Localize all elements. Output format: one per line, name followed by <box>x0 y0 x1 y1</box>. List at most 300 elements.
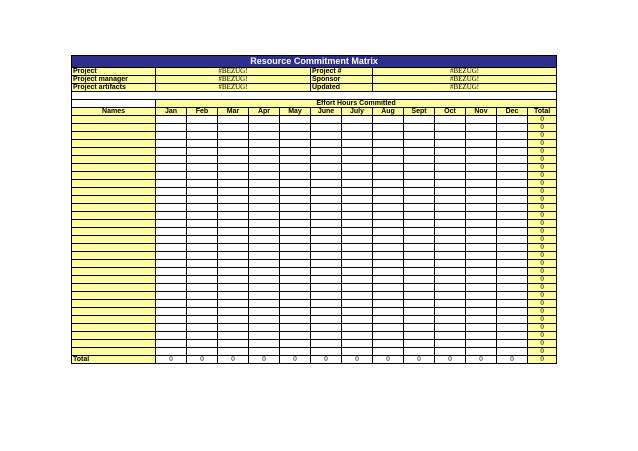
hours-cell[interactable] <box>311 324 342 332</box>
hours-cell[interactable] <box>311 124 342 132</box>
hours-cell[interactable] <box>373 276 404 284</box>
hours-cell[interactable] <box>497 308 528 316</box>
hours-cell[interactable] <box>249 268 280 276</box>
hours-cell[interactable] <box>404 348 435 356</box>
hours-cell[interactable] <box>435 308 466 316</box>
hours-cell[interactable] <box>311 316 342 324</box>
hours-cell[interactable] <box>218 156 249 164</box>
hours-cell[interactable] <box>466 164 497 172</box>
hours-cell[interactable] <box>311 340 342 348</box>
hours-cell[interactable] <box>311 332 342 340</box>
hours-cell[interactable] <box>404 316 435 324</box>
hours-cell[interactable] <box>156 164 187 172</box>
hours-cell[interactable] <box>249 300 280 308</box>
hours-cell[interactable] <box>373 324 404 332</box>
hours-cell[interactable] <box>311 204 342 212</box>
hours-cell[interactable] <box>280 116 311 124</box>
hours-cell[interactable] <box>249 172 280 180</box>
hours-cell[interactable] <box>311 308 342 316</box>
hours-cell[interactable] <box>187 220 218 228</box>
hours-cell[interactable] <box>373 308 404 316</box>
hours-cell[interactable] <box>373 188 404 196</box>
hours-cell[interactable] <box>156 180 187 188</box>
hours-cell[interactable] <box>497 140 528 148</box>
hours-cell[interactable] <box>249 284 280 292</box>
hours-cell[interactable] <box>373 140 404 148</box>
hours-cell[interactable] <box>187 228 218 236</box>
hours-cell[interactable] <box>435 116 466 124</box>
project-artifacts-value[interactable]: #BEZUG! <box>156 84 311 92</box>
hours-cell[interactable] <box>497 220 528 228</box>
hours-cell[interactable] <box>187 316 218 324</box>
hours-cell[interactable] <box>187 332 218 340</box>
hours-cell[interactable] <box>342 332 373 340</box>
hours-cell[interactable] <box>435 180 466 188</box>
hours-cell[interactable] <box>404 308 435 316</box>
hours-cell[interactable] <box>342 220 373 228</box>
hours-cell[interactable] <box>311 300 342 308</box>
name-cell[interactable] <box>72 332 156 340</box>
hours-cell[interactable] <box>249 308 280 316</box>
hours-cell[interactable] <box>187 188 218 196</box>
name-cell[interactable] <box>72 204 156 212</box>
hours-cell[interactable] <box>497 204 528 212</box>
name-cell[interactable] <box>72 172 156 180</box>
hours-cell[interactable] <box>497 116 528 124</box>
name-cell[interactable] <box>72 236 156 244</box>
hours-cell[interactable] <box>249 140 280 148</box>
hours-cell[interactable] <box>342 316 373 324</box>
hours-cell[interactable] <box>342 292 373 300</box>
hours-cell[interactable] <box>404 268 435 276</box>
hours-cell[interactable] <box>249 260 280 268</box>
hours-cell[interactable] <box>466 316 497 324</box>
hours-cell[interactable] <box>342 252 373 260</box>
hours-cell[interactable] <box>311 212 342 220</box>
hours-cell[interactable] <box>373 340 404 348</box>
hours-cell[interactable] <box>404 140 435 148</box>
hours-cell[interactable] <box>497 228 528 236</box>
hours-cell[interactable] <box>249 292 280 300</box>
hours-cell[interactable] <box>404 276 435 284</box>
hours-cell[interactable] <box>373 332 404 340</box>
hours-cell[interactable] <box>156 284 187 292</box>
hours-cell[interactable] <box>497 252 528 260</box>
hours-cell[interactable] <box>280 164 311 172</box>
hours-cell[interactable] <box>435 260 466 268</box>
hours-cell[interactable] <box>280 316 311 324</box>
hours-cell[interactable] <box>280 276 311 284</box>
name-cell[interactable] <box>72 220 156 228</box>
hours-cell[interactable] <box>466 124 497 132</box>
hours-cell[interactable] <box>373 236 404 244</box>
hours-cell[interactable] <box>156 172 187 180</box>
hours-cell[interactable] <box>342 188 373 196</box>
hours-cell[interactable] <box>435 348 466 356</box>
hours-cell[interactable] <box>218 316 249 324</box>
hours-cell[interactable] <box>218 276 249 284</box>
hours-cell[interactable] <box>187 212 218 220</box>
hours-cell[interactable] <box>311 268 342 276</box>
hours-cell[interactable] <box>280 188 311 196</box>
hours-cell[interactable] <box>218 308 249 316</box>
hours-cell[interactable] <box>187 300 218 308</box>
hours-cell[interactable] <box>497 132 528 140</box>
hours-cell[interactable] <box>156 236 187 244</box>
name-cell[interactable] <box>72 148 156 156</box>
hours-cell[interactable] <box>249 340 280 348</box>
hours-cell[interactable] <box>280 212 311 220</box>
hours-cell[interactable] <box>311 276 342 284</box>
hours-cell[interactable] <box>311 348 342 356</box>
hours-cell[interactable] <box>342 228 373 236</box>
hours-cell[interactable] <box>156 220 187 228</box>
hours-cell[interactable] <box>373 252 404 260</box>
hours-cell[interactable] <box>373 212 404 220</box>
hours-cell[interactable] <box>435 172 466 180</box>
hours-cell[interactable] <box>435 188 466 196</box>
hours-cell[interactable] <box>435 340 466 348</box>
hours-cell[interactable] <box>373 220 404 228</box>
hours-cell[interactable] <box>156 308 187 316</box>
hours-cell[interactable] <box>466 332 497 340</box>
hours-cell[interactable] <box>435 244 466 252</box>
hours-cell[interactable] <box>497 332 528 340</box>
hours-cell[interactable] <box>342 132 373 140</box>
hours-cell[interactable] <box>435 236 466 244</box>
hours-cell[interactable] <box>373 148 404 156</box>
hours-cell[interactable] <box>156 316 187 324</box>
hours-cell[interactable] <box>249 124 280 132</box>
hours-cell[interactable] <box>187 140 218 148</box>
hours-cell[interactable] <box>187 276 218 284</box>
hours-cell[interactable] <box>280 156 311 164</box>
name-cell[interactable] <box>72 132 156 140</box>
hours-cell[interactable] <box>435 140 466 148</box>
hours-cell[interactable] <box>187 340 218 348</box>
hours-cell[interactable] <box>373 292 404 300</box>
hours-cell[interactable] <box>218 252 249 260</box>
hours-cell[interactable] <box>311 292 342 300</box>
hours-cell[interactable] <box>466 204 497 212</box>
hours-cell[interactable] <box>435 220 466 228</box>
hours-cell[interactable] <box>404 148 435 156</box>
hours-cell[interactable] <box>187 180 218 188</box>
name-cell[interactable] <box>72 284 156 292</box>
hours-cell[interactable] <box>342 300 373 308</box>
hours-cell[interactable] <box>342 164 373 172</box>
hours-cell[interactable] <box>466 156 497 164</box>
name-cell[interactable] <box>72 324 156 332</box>
hours-cell[interactable] <box>497 316 528 324</box>
project-manager-value[interactable]: #BEZUG! <box>156 76 311 84</box>
hours-cell[interactable] <box>249 196 280 204</box>
hours-cell[interactable] <box>280 140 311 148</box>
hours-cell[interactable] <box>156 348 187 356</box>
hours-cell[interactable] <box>156 252 187 260</box>
name-cell[interactable] <box>72 316 156 324</box>
hours-cell[interactable] <box>435 332 466 340</box>
hours-cell[interactable] <box>466 276 497 284</box>
hours-cell[interactable] <box>311 236 342 244</box>
hours-cell[interactable] <box>218 292 249 300</box>
hours-cell[interactable] <box>249 276 280 284</box>
hours-cell[interactable] <box>249 236 280 244</box>
hours-cell[interactable] <box>187 308 218 316</box>
hours-cell[interactable] <box>156 268 187 276</box>
hours-cell[interactable] <box>249 228 280 236</box>
hours-cell[interactable] <box>280 332 311 340</box>
hours-cell[interactable] <box>280 132 311 140</box>
hours-cell[interactable] <box>218 324 249 332</box>
hours-cell[interactable] <box>280 292 311 300</box>
hours-cell[interactable] <box>311 284 342 292</box>
hours-cell[interactable] <box>497 292 528 300</box>
hours-cell[interactable] <box>156 332 187 340</box>
hours-cell[interactable] <box>404 196 435 204</box>
hours-cell[interactable] <box>466 188 497 196</box>
hours-cell[interactable] <box>187 348 218 356</box>
hours-cell[interactable] <box>218 220 249 228</box>
hours-cell[interactable] <box>156 188 187 196</box>
hours-cell[interactable] <box>280 268 311 276</box>
hours-cell[interactable] <box>466 196 497 204</box>
hours-cell[interactable] <box>156 300 187 308</box>
hours-cell[interactable] <box>497 212 528 220</box>
hours-cell[interactable] <box>466 324 497 332</box>
hours-cell[interactable] <box>218 340 249 348</box>
hours-cell[interactable] <box>280 236 311 244</box>
hours-cell[interactable] <box>497 324 528 332</box>
hours-cell[interactable] <box>373 284 404 292</box>
hours-cell[interactable] <box>373 124 404 132</box>
hours-cell[interactable] <box>404 212 435 220</box>
hours-cell[interactable] <box>218 300 249 308</box>
hours-cell[interactable] <box>404 324 435 332</box>
hours-cell[interactable] <box>280 348 311 356</box>
hours-cell[interactable] <box>497 236 528 244</box>
hours-cell[interactable] <box>218 132 249 140</box>
hours-cell[interactable] <box>218 268 249 276</box>
hours-cell[interactable] <box>404 228 435 236</box>
hours-cell[interactable] <box>435 148 466 156</box>
hours-cell[interactable] <box>342 284 373 292</box>
hours-cell[interactable] <box>156 276 187 284</box>
hours-cell[interactable] <box>249 244 280 252</box>
hours-cell[interactable] <box>342 268 373 276</box>
hours-cell[interactable] <box>249 332 280 340</box>
hours-cell[interactable] <box>249 348 280 356</box>
hours-cell[interactable] <box>156 260 187 268</box>
hours-cell[interactable] <box>435 252 466 260</box>
hours-cell[interactable] <box>404 284 435 292</box>
hours-cell[interactable] <box>404 164 435 172</box>
hours-cell[interactable] <box>404 156 435 164</box>
hours-cell[interactable] <box>156 124 187 132</box>
hours-cell[interactable] <box>187 284 218 292</box>
hours-cell[interactable] <box>342 324 373 332</box>
hours-cell[interactable] <box>466 348 497 356</box>
hours-cell[interactable] <box>466 244 497 252</box>
hours-cell[interactable] <box>249 180 280 188</box>
hours-cell[interactable] <box>497 300 528 308</box>
hours-cell[interactable] <box>156 132 187 140</box>
hours-cell[interactable] <box>218 284 249 292</box>
hours-cell[interactable] <box>280 284 311 292</box>
hours-cell[interactable] <box>311 132 342 140</box>
hours-cell[interactable] <box>404 180 435 188</box>
hours-cell[interactable] <box>218 196 249 204</box>
hours-cell[interactable] <box>342 172 373 180</box>
hours-cell[interactable] <box>187 252 218 260</box>
name-cell[interactable] <box>72 156 156 164</box>
hours-cell[interactable] <box>311 228 342 236</box>
hours-cell[interactable] <box>435 196 466 204</box>
hours-cell[interactable] <box>342 148 373 156</box>
hours-cell[interactable] <box>280 172 311 180</box>
hours-cell[interactable] <box>435 316 466 324</box>
hours-cell[interactable] <box>311 172 342 180</box>
name-cell[interactable] <box>72 260 156 268</box>
hours-cell[interactable] <box>497 124 528 132</box>
hours-cell[interactable] <box>218 228 249 236</box>
hours-cell[interactable] <box>280 124 311 132</box>
hours-cell[interactable] <box>404 116 435 124</box>
hours-cell[interactable] <box>373 268 404 276</box>
hours-cell[interactable] <box>280 260 311 268</box>
hours-cell[interactable] <box>218 172 249 180</box>
name-cell[interactable] <box>72 300 156 308</box>
hours-cell[interactable] <box>342 236 373 244</box>
name-cell[interactable] <box>72 340 156 348</box>
hours-cell[interactable] <box>373 172 404 180</box>
hours-cell[interactable] <box>342 276 373 284</box>
hours-cell[interactable] <box>466 228 497 236</box>
hours-cell[interactable] <box>435 132 466 140</box>
hours-cell[interactable] <box>280 220 311 228</box>
hours-cell[interactable] <box>249 164 280 172</box>
hours-cell[interactable] <box>404 292 435 300</box>
hours-cell[interactable] <box>435 156 466 164</box>
hours-cell[interactable] <box>249 204 280 212</box>
hours-cell[interactable] <box>311 164 342 172</box>
name-cell[interactable] <box>72 268 156 276</box>
hours-cell[interactable] <box>311 116 342 124</box>
hours-cell[interactable] <box>342 156 373 164</box>
hours-cell[interactable] <box>497 164 528 172</box>
hours-cell[interactable] <box>218 164 249 172</box>
hours-cell[interactable] <box>156 140 187 148</box>
hours-cell[interactable] <box>373 316 404 324</box>
hours-cell[interactable] <box>466 148 497 156</box>
hours-cell[interactable] <box>373 196 404 204</box>
name-cell[interactable] <box>72 292 156 300</box>
hours-cell[interactable] <box>187 196 218 204</box>
hours-cell[interactable] <box>435 212 466 220</box>
hours-cell[interactable] <box>466 260 497 268</box>
hours-cell[interactable] <box>187 324 218 332</box>
hours-cell[interactable] <box>373 204 404 212</box>
hours-cell[interactable] <box>280 324 311 332</box>
hours-cell[interactable] <box>497 196 528 204</box>
hours-cell[interactable] <box>311 180 342 188</box>
hours-cell[interactable] <box>435 292 466 300</box>
hours-cell[interactable] <box>466 220 497 228</box>
hours-cell[interactable] <box>404 244 435 252</box>
hours-cell[interactable] <box>373 348 404 356</box>
hours-cell[interactable] <box>497 156 528 164</box>
hours-cell[interactable] <box>156 244 187 252</box>
hours-cell[interactable] <box>311 252 342 260</box>
hours-cell[interactable] <box>435 268 466 276</box>
hours-cell[interactable] <box>249 220 280 228</box>
hours-cell[interactable] <box>466 300 497 308</box>
hours-cell[interactable] <box>156 156 187 164</box>
name-cell[interactable] <box>72 140 156 148</box>
hours-cell[interactable] <box>342 196 373 204</box>
hours-cell[interactable] <box>342 204 373 212</box>
hours-cell[interactable] <box>497 348 528 356</box>
hours-cell[interactable] <box>497 276 528 284</box>
hours-cell[interactable] <box>342 244 373 252</box>
hours-cell[interactable] <box>156 340 187 348</box>
hours-cell[interactable] <box>249 148 280 156</box>
hours-cell[interactable] <box>218 140 249 148</box>
hours-cell[interactable] <box>404 300 435 308</box>
hours-cell[interactable] <box>218 212 249 220</box>
hours-cell[interactable] <box>156 292 187 300</box>
name-cell[interactable] <box>72 276 156 284</box>
hours-cell[interactable] <box>497 284 528 292</box>
name-cell[interactable] <box>72 348 156 356</box>
name-cell[interactable] <box>72 116 156 124</box>
name-cell[interactable] <box>72 196 156 204</box>
hours-cell[interactable] <box>156 196 187 204</box>
hours-cell[interactable] <box>373 180 404 188</box>
hours-cell[interactable] <box>404 252 435 260</box>
hours-cell[interactable] <box>218 188 249 196</box>
hours-cell[interactable] <box>466 308 497 316</box>
hours-cell[interactable] <box>466 236 497 244</box>
hours-cell[interactable] <box>342 116 373 124</box>
name-cell[interactable] <box>72 244 156 252</box>
hours-cell[interactable] <box>342 212 373 220</box>
hours-cell[interactable] <box>311 148 342 156</box>
hours-cell[interactable] <box>373 132 404 140</box>
hours-cell[interactable] <box>280 180 311 188</box>
name-cell[interactable] <box>72 212 156 220</box>
project-value[interactable]: #BEZUG! <box>156 68 311 76</box>
hours-cell[interactable] <box>187 132 218 140</box>
hours-cell[interactable] <box>342 348 373 356</box>
hours-cell[interactable] <box>249 252 280 260</box>
hours-cell[interactable] <box>249 316 280 324</box>
hours-cell[interactable] <box>280 252 311 260</box>
hours-cell[interactable] <box>373 228 404 236</box>
hours-cell[interactable] <box>342 140 373 148</box>
name-cell[interactable] <box>72 252 156 260</box>
hours-cell[interactable] <box>187 148 218 156</box>
hours-cell[interactable] <box>156 324 187 332</box>
hours-cell[interactable] <box>404 188 435 196</box>
hours-cell[interactable] <box>249 116 280 124</box>
hours-cell[interactable] <box>373 260 404 268</box>
hours-cell[interactable] <box>466 132 497 140</box>
hours-cell[interactable] <box>156 204 187 212</box>
hours-cell[interactable] <box>311 220 342 228</box>
updated-value[interactable]: #BEZUG! <box>373 84 557 92</box>
hours-cell[interactable] <box>280 204 311 212</box>
